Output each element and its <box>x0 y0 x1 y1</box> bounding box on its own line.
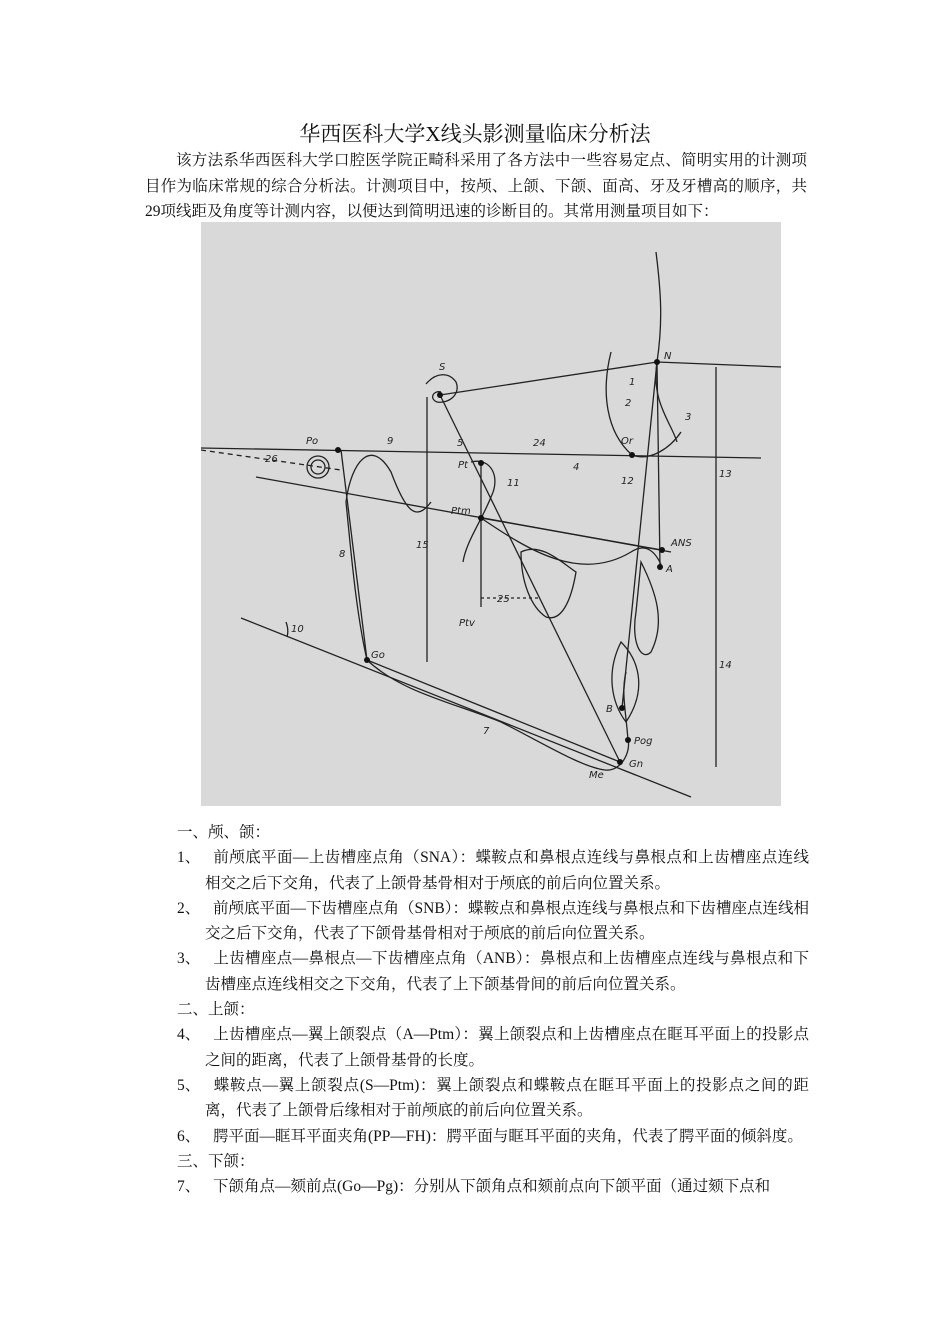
list-item <box>177 845 809 896</box>
label-2: 2 <box>625 398 632 409</box>
item-text: 前颅底平面—上齿槽座点角（SNA）：蝶鞍点和鼻根点连线与鼻根点和上齿槽座点连线相交之后下交角，代表了上颌骨基骨相对于颅底的前后向位置关系。 <box>205 849 809 892</box>
item-number: 6、 <box>177 1127 201 1145</box>
nasal-profile <box>656 252 677 442</box>
label-ptm: Ptm <box>451 506 471 517</box>
point-b <box>619 705 625 711</box>
item-number: 5、 <box>177 1076 201 1094</box>
upper-incisor <box>635 562 659 655</box>
item-text: 上齿槽座点—翼上颌裂点（A—Ptm）：翼上颌裂点和上齿槽座点在眶耳平面上的投影点之间的距离，代表了上颌骨基骨的长度。 <box>205 1026 809 1069</box>
point-ptm <box>478 515 484 521</box>
label-po: Po <box>306 436 319 447</box>
point-gn <box>617 759 623 765</box>
label-1: 1 <box>629 377 636 388</box>
list-item <box>177 1073 809 1124</box>
label-b: B <box>606 704 613 715</box>
item-number: 4、 <box>177 1026 201 1044</box>
label-11: 11 <box>507 478 520 489</box>
measurement-sections <box>177 820 809 1199</box>
point-or <box>629 452 635 458</box>
mandible-outline <box>367 660 629 770</box>
maxilla-outline <box>481 518 662 567</box>
label-s: S <box>439 362 446 373</box>
point-po <box>335 447 341 453</box>
label-9: 9 <box>387 436 394 447</box>
point-pt <box>478 460 484 466</box>
ramus-outline <box>346 455 431 660</box>
item-text: 前颅底平面—下齿槽座点角（SNB）：蝶鞍点和鼻根点连线与鼻根点和下齿槽座点连线相交之后下交角，代表了下颌骨基骨相对于颅底的前后向位置关系。 <box>205 899 809 943</box>
label-pog: Pog <box>634 736 653 747</box>
label-or: Or <box>621 436 633 447</box>
fh-plane-line <box>201 448 761 458</box>
label-25: 25 <box>497 594 510 605</box>
list-item <box>177 896 809 947</box>
label-n: N <box>664 351 672 362</box>
angle-10-arc <box>286 622 288 637</box>
document-title: 华西医科大学X线头影测量临床分析法 <box>299 122 651 146</box>
item-number: 1、 <box>177 849 201 867</box>
item-text: 下颌角点—颏前点(Go—Pg)：分别从下颌角点和颏前点向下颌平面（通过颏下点和 <box>213 1178 771 1196</box>
label-12: 12 <box>621 476 634 487</box>
list-item <box>177 1022 809 1073</box>
item-number: 3、 <box>177 950 201 968</box>
label-10: 10 <box>291 624 304 635</box>
item-number: 2、 <box>177 899 201 917</box>
label-5: 5 <box>457 438 464 449</box>
point-a <box>657 564 663 570</box>
label-15: 15 <box>416 540 429 551</box>
go-gn-line <box>367 660 620 762</box>
label-me: Me <box>589 770 604 781</box>
label-a: A <box>666 564 673 575</box>
point-go <box>364 657 370 663</box>
sn-line <box>440 362 657 395</box>
section-heading: 二、上颌： <box>177 1001 255 1019</box>
label-gn: Gn <box>629 759 644 770</box>
cephalometric-tracing-figure <box>201 222 781 806</box>
list-item <box>177 1174 809 1199</box>
section-heading: 一、颅、颌： <box>177 824 271 841</box>
point-s <box>437 392 443 398</box>
top-horizontal-line <box>657 362 781 367</box>
label-26: 26 <box>265 454 278 465</box>
molar <box>521 549 576 617</box>
item-number: 7、 <box>177 1178 201 1196</box>
list-item <box>177 946 809 997</box>
label-pt: Pt <box>458 460 468 471</box>
s-gn-line <box>440 395 620 762</box>
label-go: Go <box>371 650 385 661</box>
point-n <box>654 359 660 365</box>
section-heading: 三、下颌： <box>177 1152 255 1170</box>
item-text: 上齿槽座点—鼻根点—下齿槽座点角（ANB）：鼻根点和上齿槽座点连线与鼻根点和下齿槽座点连线相交之下交角，代表了上下颌基骨间的前后向位置关系。 <box>205 950 809 993</box>
item-text: 蝶鞍点—翼上颌裂点(S—Ptm)：翼上颌裂点和蝶鞍点在眶耳平面上的投影点之间的距离，代表了上颌骨后缘相对于前颅底的前后向位置关系。 <box>205 1076 809 1120</box>
label-ptv: Ptv <box>459 618 475 629</box>
n-b-line <box>622 362 657 708</box>
intro-paragraph: 该方法系华西医科大学口腔医学院正畸科采用了各方法中一些容易定点、简明实用的计测项目作为临床常规的综合分析法。计测项目中，按颅、上颌、下颌、面高、牙及牙槽高的顺序，共29项线距及角度等计测内容，以便达到简明迅速的诊断目的。其常用测量项目如下： <box>145 152 807 220</box>
label-ans: ANS <box>671 538 692 549</box>
label-3: 3 <box>685 412 692 423</box>
label-14: 14 <box>719 660 732 671</box>
point-pog <box>625 737 631 743</box>
label-4: 4 <box>573 462 580 473</box>
label-7: 7 <box>483 726 490 737</box>
item-text: 腭平面—眶耳平面夹角(PP—FH)：腭平面与眶耳平面的夹角，代表了腭平面的倾斜度。 <box>213 1127 803 1145</box>
label-8: 8 <box>339 549 346 560</box>
point-ans <box>659 547 665 553</box>
list-item <box>177 1124 809 1149</box>
label-24: 24 <box>533 438 546 449</box>
label-13: 13 <box>719 469 732 480</box>
